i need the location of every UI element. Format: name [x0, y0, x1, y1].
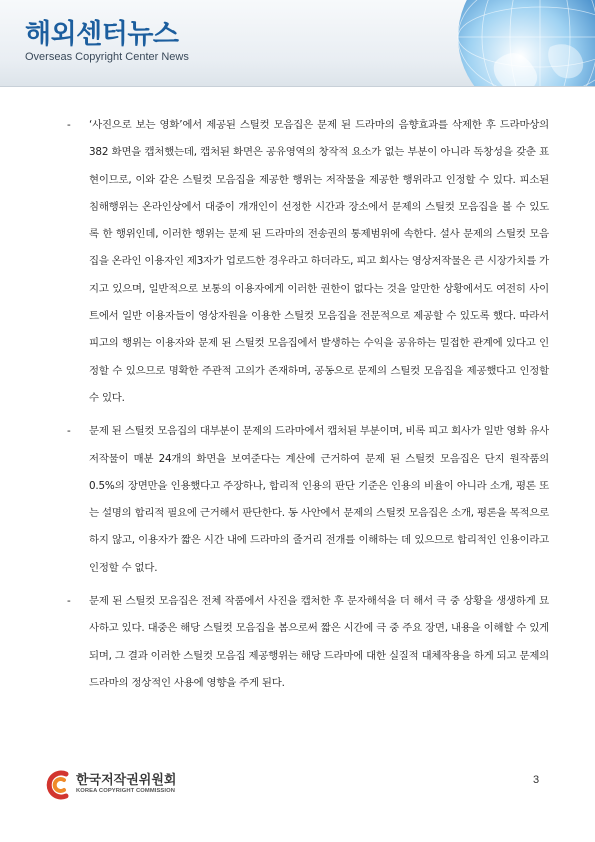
- paragraph: [67, 588, 549, 697]
- logo-english-name: KOREA COPYRIGHT COMMISSION: [76, 788, 176, 794]
- header-subtitle: Overseas Copyright Center News: [25, 51, 189, 63]
- page-header: [0, 0, 595, 87]
- copyright-commission-logo-icon: [42, 768, 72, 802]
- paragraph: [67, 112, 549, 412]
- logo-name: 한국저작권위원회: [76, 773, 177, 788]
- header-title: 해외센터뉴스: [25, 19, 179, 50]
- commission-logo: [42, 768, 212, 802]
- paragraph-text: 문제 된 스틸컷 모음집은 전체 작품에서 사진을 캡처한 후 문자해석을 더 해서 극 중 상황을 생생하게 묘사하고 있다. 대중은 해당 스틸컷 모음집을 봄으로써 짧은 시간에 극 중 주요 장면, 내용을 이해할 수 있게 되며, 그 결과 이러한 스틸컷 모음집 제공행위는 해당 드라마에 대한 실질적 대체작용을 하게 되고 문제의 드라마의 정상적인 사용에 영향을 주게 된다.: [89, 595, 549, 689]
- bullet-dash: -: [67, 119, 71, 131]
- bullet-dash: -: [67, 595, 71, 608]
- page-number: 3: [533, 774, 540, 786]
- article-body: [67, 112, 549, 703]
- bullet-dash: -: [67, 425, 71, 438]
- paragraph: [67, 418, 549, 582]
- paragraph-text: 문제 된 스틸컷 모음집의 대부분이 문제의 드라마에서 캡처된 부분이며, 비록 피고 회사가 일반 영화 유사 저작물이 매분 24개의 화면을 보여준다는 계산에 근거하여 문제 된 스틸컷 모음집은 단지 원작품의 0.5%의 장면만을 인용했다고 주장하나, 합리적 인용의 판단 기준은 인용의 비율이 아니라 소개, 평론 또는 설명의 합리적 필요에 근거해서 판단한다. 동 사안에서 문제의 스틸컷 모음집은 소개, 평론을 목적으로 하지 않고, 이용자가 짧은 시간 내에 드라마의 줄거리 전개를 이해하는 데 있으므로 합리적인 인용이라고 인정할 수 없다.: [89, 425, 549, 574]
- globe-icon: [455, 0, 595, 87]
- paragraph-text: ‘사진으로 보는 영화’에서 제공된 스틸컷 모음집은 문제 된 드라마의 음향효과를 삭제한 후 드라마상의 382 화면을 캡처했는데, 캡처된 화면은 공유영역의 창작적 요소가 없는 부분이 아니라 독창성을 갖춘 표현이므로, 이와 같은 스틸컷 모음집을 제공한 행위는 저작물을 제공한 행위라고 인정할 수 있다. 피소된 침해행위는 온라인상에서 대중이 개개인이 선정한 시간과 장소에서 문제의 스틸컷 모음집을 볼 수 있도록 한 행위인데, 이러한 행위는 문제 된 드라마의 전송권의 통제범위에 속한다. 설사 문제의 스틸컷 모음집을 온라인 이용자인 제3자가 업로드한 경우라고 하더라도, 피고 회사는 영상저작물은 큰 시장가치를 가지고 있으며, 일반적으로 보통의 이용자에게 이러한 권한이 없다는 것을 알만한 상황에서도 여전히 사이트에서 일반 이용자들이 영상자원을 이용한 스틸컷 모음집을 전문적으로 제공할 수 있도록 했다. 따라서 피고의 행위는 이용자와 문제 된 스틸컷 모음집에서 발생하는 수익을 공유하는 밀접한 관계에 있다고 인정할 수 있으므로 명확한 주관적 고의가 존재하며, 공동으로 문제의 스틸컷 모음집을 제공했다고 인정할 수 있다.: [89, 119, 549, 404]
